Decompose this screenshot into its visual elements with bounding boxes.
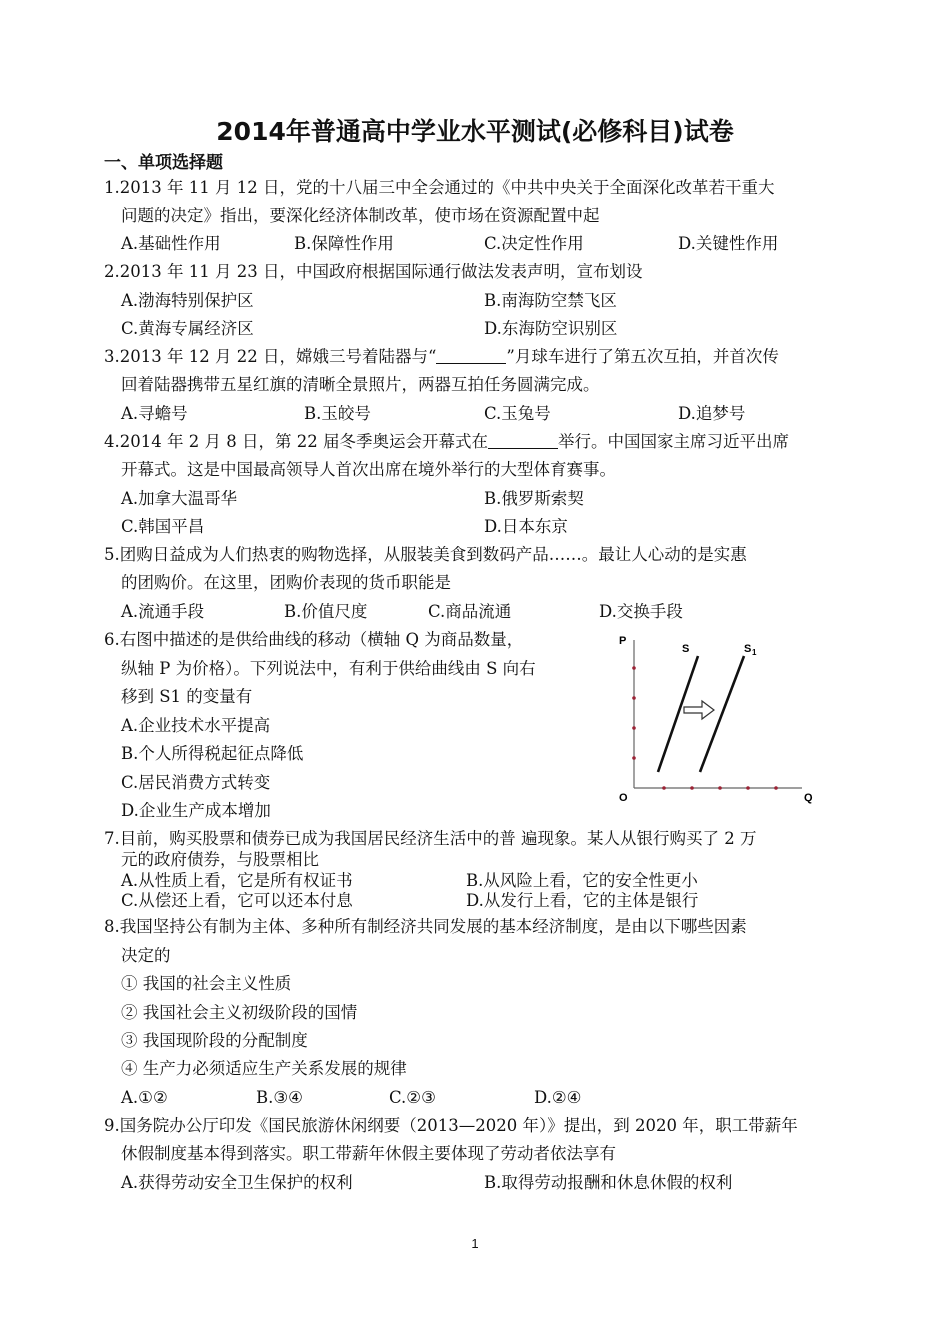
q3-blank bbox=[436, 347, 506, 364]
supply-curve-graph bbox=[614, 628, 824, 808]
q9-line1: 9.国务院办公厅印发《国民旅游休闲纲要（2013—2020 年）》提出，到 2020 年，职工带薪年 bbox=[104, 1116, 798, 1135]
q4-option-d: D.日本东京 bbox=[484, 517, 568, 536]
q6-option-d: D.企业生产成本增加 bbox=[121, 801, 271, 820]
q3-line1 bbox=[104, 347, 779, 367]
q3-line1-end: ”月球车进行了第五次互拍，并首次传 bbox=[506, 347, 779, 366]
curve-label-s1-subscript: 1 bbox=[752, 648, 757, 657]
q4-line2: 开幕式。这是中国最高领导人首次出席在境外举行的大型体育赛事。 bbox=[121, 460, 616, 479]
axis-label-q: Q bbox=[804, 792, 813, 804]
q3-option-d: D.追梦号 bbox=[678, 404, 746, 423]
q7-option-d: D.从发行上看，它的主体是银行 bbox=[466, 891, 699, 910]
q7-line2: 元的政府债券，与股票相比 bbox=[121, 850, 319, 869]
q3-option-b: B.玉皎号 bbox=[304, 404, 371, 423]
curve-label-s: S bbox=[682, 643, 690, 655]
q1-option-d: D.关键性作用 bbox=[678, 234, 779, 253]
q6-option-b: B.个人所得税起征点降低 bbox=[121, 744, 304, 763]
q5-option-c: C.商品流通 bbox=[428, 602, 512, 621]
q8-line1: 8.我国坚持公有制为主体、多种所有制经济共同发展的基本经济制度，是由以下哪些因素 bbox=[104, 917, 747, 936]
q4-line1-end: 举行。中国国家主席习近平出席 bbox=[557, 432, 789, 451]
q8-statement-1: ① 我国的社会主义性质 bbox=[121, 974, 292, 993]
curve-label-s1: S bbox=[744, 643, 752, 655]
q5-option-a: A.流通手段 bbox=[121, 602, 205, 621]
q6-line1: 6.右图中描述的是供给曲线的移动（横轴 Q 为商品数量， bbox=[104, 630, 524, 649]
q8-line2: 决定的 bbox=[121, 946, 171, 965]
q7-option-c: C.从偿还上看，它可以还本付息 bbox=[121, 891, 353, 910]
q4-blank bbox=[488, 432, 558, 449]
shift-arrow-icon bbox=[684, 701, 714, 719]
q4-option-b: B.俄罗斯索契 bbox=[484, 489, 584, 508]
q1-option-a: A.基础性作用 bbox=[121, 234, 221, 253]
q3-line1-start: 3.2013 年 12 月 22 日，嫦娥三号着陆器与“ bbox=[104, 347, 437, 366]
q6-option-c: C.居民消费方式转变 bbox=[121, 773, 271, 792]
q5-option-d: D.交换手段 bbox=[599, 602, 683, 621]
q7-option-b: B.从风险上看，它的安全性更小 bbox=[466, 871, 698, 890]
axis-tick-marks bbox=[632, 666, 778, 790]
q8-option-d: D.②④ bbox=[534, 1088, 582, 1107]
q4-option-a: A.加拿大温哥华 bbox=[121, 489, 238, 508]
q8-option-a: A.①② bbox=[121, 1088, 168, 1107]
q4-option-c: C.韩国平昌 bbox=[121, 517, 205, 536]
q8-option-c: C.②③ bbox=[389, 1088, 436, 1107]
q4-line1-start: 4.2014 年 2 月 8 日，第 22 届冬季奥运会开幕式在 bbox=[104, 432, 488, 451]
q6-line2: 纵轴 P 为价格）。下列说法中，有利于供给曲线由 S 向右 bbox=[121, 659, 536, 678]
q7-option-a: A.从性质上看，它是所有权证书 bbox=[121, 871, 353, 890]
axis-label-p: P bbox=[619, 635, 627, 647]
q8-option-b: B.③④ bbox=[256, 1088, 303, 1107]
supply-curve-s1 bbox=[700, 656, 744, 772]
q1-line1: 1.2013 年 11 月 12 日，党的十八届三中全会通过的《中共中央关于全面深化改革若干重大 bbox=[104, 178, 775, 197]
q8-statement-2: ② 我国社会主义初级阶段的国情 bbox=[121, 1003, 358, 1022]
section-heading: 一、单项选择题 bbox=[104, 153, 223, 173]
supply-curve-s bbox=[658, 656, 698, 772]
q9-option-b: B.取得劳动报酬和休息休假的权利 bbox=[484, 1173, 733, 1192]
q2-option-b: B.南海防空禁飞区 bbox=[484, 291, 617, 310]
q5-line2: 的团购价。在这里，团购价表现的货币职能是 bbox=[121, 573, 451, 592]
q1-line2: 问题的决定》指出，要深化经济体制改革，使市场在资源配置中起 bbox=[121, 206, 600, 225]
q9-line2: 休假制度基本得到落实。职工带薪年休假主要体现了劳动者依法享有 bbox=[121, 1144, 616, 1163]
page-number: 1 bbox=[471, 1236, 479, 1251]
q2-line1: 2.2013 年 11 月 23 日，中国政府根据国际通行做法发表声明，宣布划设 bbox=[104, 262, 643, 281]
q2-option-c: C.黄海专属经济区 bbox=[121, 319, 254, 338]
q1-option-c: C.决定性作用 bbox=[484, 234, 584, 253]
q9-option-a: A.获得劳动安全卫生保护的权利 bbox=[121, 1173, 353, 1192]
q3-option-a: A.寻蟾号 bbox=[121, 404, 188, 423]
q1-option-b: B.保障性作用 bbox=[294, 234, 394, 253]
q8-statement-4: ④ 生产力必须适应生产关系发展的规律 bbox=[121, 1059, 407, 1078]
q5-option-b: B.价值尺度 bbox=[284, 602, 368, 621]
q2-option-a: A.渤海特别保护区 bbox=[121, 291, 254, 310]
q6-line3: 移到 S1 的变量有 bbox=[121, 687, 253, 706]
q2-option-d: D.东海防空识别区 bbox=[484, 319, 618, 338]
q8-statement-3: ③ 我国现阶段的分配制度 bbox=[121, 1031, 308, 1050]
q6-option-a: A.企业技术水平提高 bbox=[121, 716, 271, 735]
exam-title: 2014年普通高中学业水平测试(必修科目)试卷 bbox=[216, 117, 734, 146]
origin-label: O bbox=[619, 792, 628, 804]
q7-line1: 7.目前，购买股票和债券已成为我国居民经济生活中的普 遍现象。某人从银行购买了 2 万 bbox=[104, 829, 757, 848]
q3-line2: 回着陆器携带五星红旗的清晰全景照片，两器互拍任务圆满完成。 bbox=[121, 375, 600, 394]
q5-line1: 5.团购日益成为人们热衷的购物选择，从服装美食到数码产品……。最让人心动的是实惠 bbox=[104, 545, 747, 564]
q4-line1 bbox=[104, 432, 789, 452]
q3-option-c: C.玉兔号 bbox=[484, 404, 551, 423]
